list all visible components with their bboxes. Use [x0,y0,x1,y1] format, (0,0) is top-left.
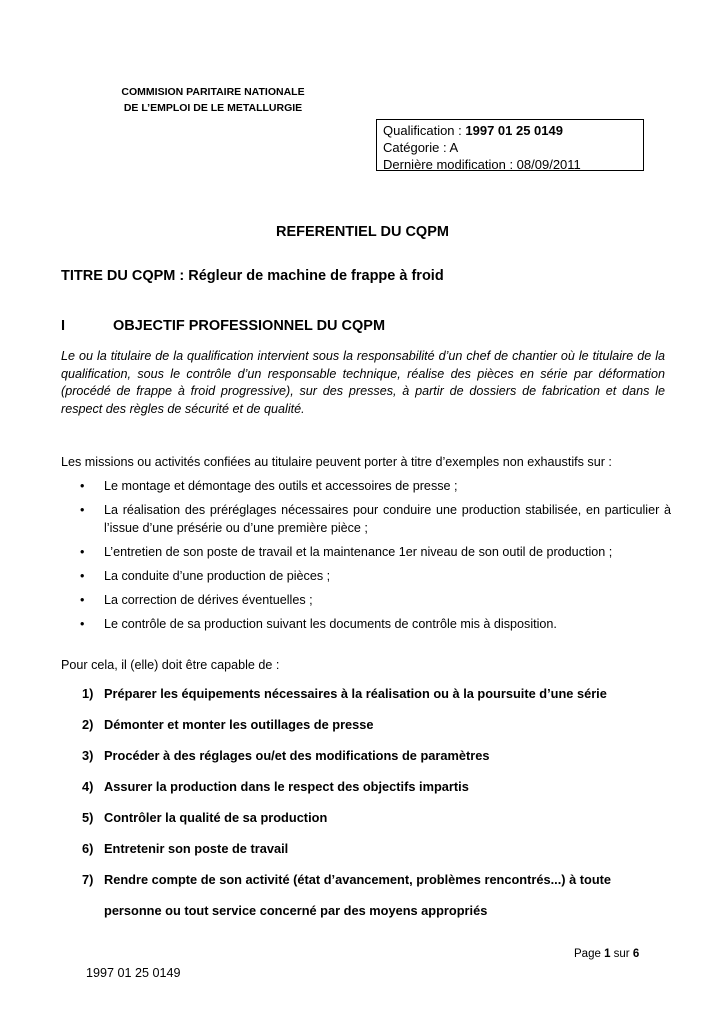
list-item [61,616,671,634]
skills-list [61,685,671,926]
skill-text: Préparer les équipements nécessaires à la réalisation ou à la poursuite d’une série [104,686,607,701]
bullet-icon: • [80,568,85,583]
bullet-icon: • [80,616,85,631]
list-item [61,502,671,537]
bullet-icon: • [80,544,85,559]
list-item [61,747,671,778]
skill-number: 2) [82,717,94,732]
section-title: OBJECTIF PROFESSIONNEL DU CQPM [113,318,386,334]
skill-text: Démonter et monter les outillages de presse [104,717,374,732]
list-item [61,478,671,496]
list-item [61,685,671,716]
bullet-icon: • [80,592,85,607]
skill-number: 5) [82,810,94,825]
mission-text: Le contrôle de sa production suivant les documents de contrôle mis à disposition. [104,616,557,631]
list-item [61,778,671,809]
org-line-1: COMMISION PARITAIRE NATIONALE [121,86,305,98]
categorie-row: Catégorie : A [383,140,459,155]
list-item [61,544,671,562]
mission-text: La correction de dérives éventuelles ; [104,592,313,607]
page-prefix: Page [574,948,605,960]
mission-text: Le montage et démontage des outils et accessoires de presse ; [104,479,458,493]
bullet-icon: • [80,503,85,517]
missions-list [61,478,671,640]
page-total: 6 [632,948,640,960]
qualification-value: 1997 01 25 0149 [465,123,563,138]
qualification-row [383,122,637,139]
skill-number: 1) [82,686,94,701]
page-separator: sur [610,948,633,960]
modification-row: Dernière modification : 08/09/2011 [383,157,581,172]
list-item [61,809,671,840]
list-item [61,592,671,610]
skill-number: 6) [82,841,94,856]
mission-text: La réalisation des préréglages nécessaires pour conduire une production stabilisée, en particulier à l’issue d’une présérie ou d’une première pièce ; [104,503,671,535]
page-current: 1 [604,948,611,960]
skill-text: Contrôler la qualité de sa production [104,810,328,825]
list-item [61,716,671,747]
footer-code: 1997 01 25 0149 [86,966,181,980]
skill-number: 7) [82,872,94,887]
bullet-icon: • [80,479,85,493]
objectif-paragraph: Le ou la titulaire de la qualification intervient sous la responsabilité d’un chef de chantier où le titulaire de la qualification, sous le contrôle d’un responsable technique, réalise des pièces en série par déformation (procédé de frappe à froid progressive), sur des presses, à partir de dossiers de fabrication et dans le respect des règles de sécurité et de qualité. [61,349,665,416]
skill-number: 3) [82,748,94,763]
document-title: REFERENTIEL DU CQPM [276,224,449,240]
org-line-2: DE L’EMPLOI DE LE METALLURGIE [123,102,303,114]
qualification-label: Qualification : [383,123,466,138]
skill-text: Rendre compte de son activité (état d’avancement, problèmes rencontrés...) à toute personne ou tout service concerné par des moyens appropriés [104,872,612,918]
qualification-box [376,119,644,171]
mission-text: L’entretien de son poste de travail et la maintenance 1er niveau de son outil de production ; [104,544,613,559]
page-number [574,948,639,960]
skill-text: Assurer la production dans le respect des objectifs impartis [104,779,469,794]
organization-header [98,84,328,116]
mission-text: La conduite d’une production de pièces ; [104,568,331,583]
skill-number: 4) [82,779,94,794]
list-item [61,568,671,586]
cqpm-title: TITRE DU CQPM : Régleur de machine de frappe à froid [61,268,444,284]
missions-intro: Les missions ou activités confiées au titulaire peuvent porter à titre d’exemples non exhaustifs sur : [61,455,612,469]
skill-text: Entretenir son poste de travail [104,841,289,856]
section-heading [61,318,661,334]
capable-intro: Pour cela, il (elle) doit être capable de : [61,658,280,672]
skill-text: Procéder à des réglages ou/et des modifications de paramètres [104,748,490,763]
section-number: I [61,318,66,334]
list-item [61,864,671,926]
